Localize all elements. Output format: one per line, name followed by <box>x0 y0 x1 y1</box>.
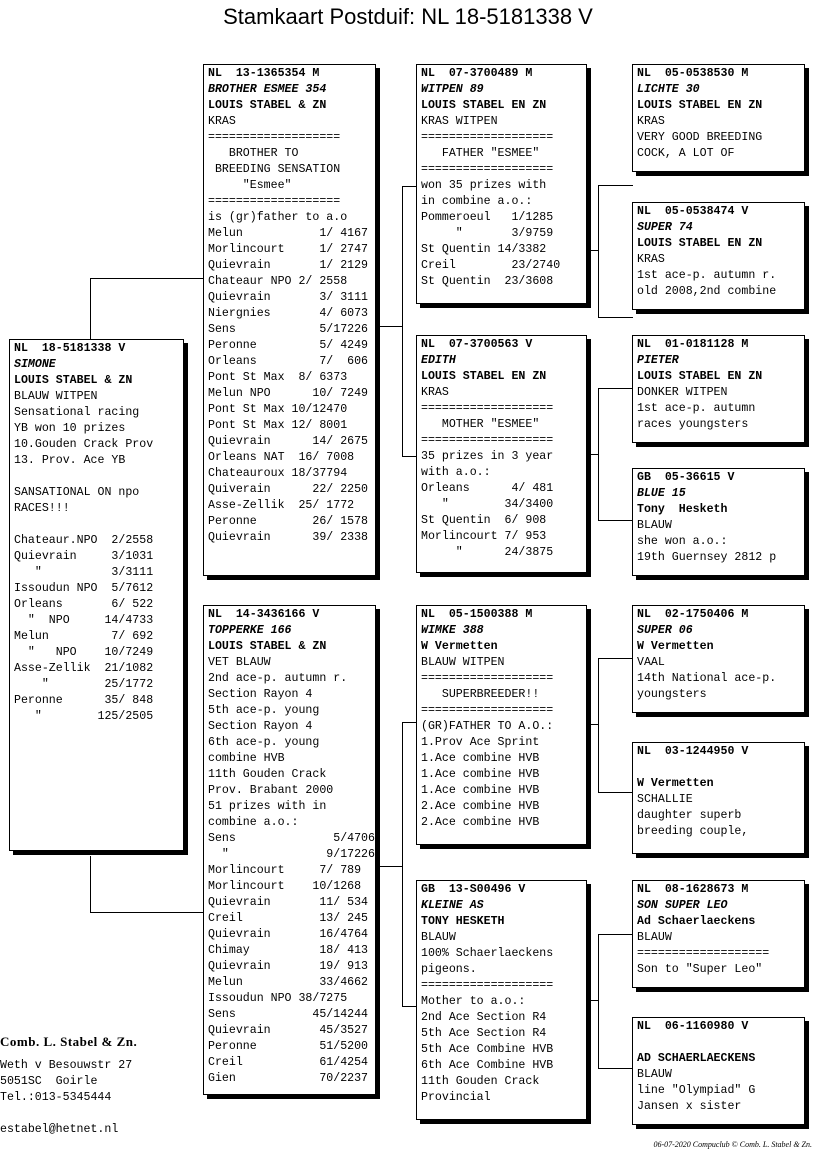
pedigree-line: VERY GOOD BREEDING <box>637 131 763 144</box>
pedigree-line: =================== <box>208 131 341 144</box>
connector-line <box>598 185 599 317</box>
connector-line <box>598 388 599 520</box>
pedigree-line: =================== <box>637 947 770 960</box>
pigeon-name: SUPER 06 <box>637 624 693 637</box>
pigeon-name: LICHTE 30 <box>637 83 700 96</box>
ring-number: NL 13-1365354 M <box>208 67 320 80</box>
connector-line <box>380 866 402 867</box>
pedigree-line: Sensational racing <box>14 406 140 419</box>
pedigree-line: BROTHER TO <box>208 147 299 160</box>
card-father-father <box>416 64 587 304</box>
pedigree-line: Orleans NAT 16/ 7008 <box>208 451 355 464</box>
pedigree-line: combine HVB <box>208 752 285 765</box>
pedigree-line: 2.Ace combine HVB <box>421 816 540 829</box>
owner: W Vermetten <box>637 640 714 653</box>
connector-line <box>598 658 633 659</box>
pedigree-line: Peronne 35/ 848 <box>14 694 154 707</box>
connector-line <box>402 456 417 457</box>
pedigree-line: =================== <box>421 163 554 176</box>
pedigree-line <box>14 469 179 485</box>
card-fmf <box>632 335 805 443</box>
pedigree-line: 10.Gouden Crack Prov <box>14 438 154 451</box>
pedigree-line: breeding couple, <box>637 825 749 838</box>
pedigree-line: Creil 23/2740 <box>421 259 561 272</box>
pedigree-line: pigeons. <box>421 963 477 976</box>
connector-line <box>402 722 417 723</box>
pedigree-line: Chateaur.NPO 2/2558 <box>14 534 154 547</box>
email: estabel@hetnet.nl <box>0 1123 119 1136</box>
pedigree-line: SUPERBREEDER!! <box>421 688 540 701</box>
pedigree-line: Quievrain 1/ 2129 <box>208 259 369 272</box>
pedigree-line: Asse-Zellik 21/1082 <box>14 662 154 675</box>
pedigree-line: 1.Ace combine HVB <box>421 784 540 797</box>
pigeon-name: SON SUPER LEO <box>637 899 728 912</box>
ring-number: GB 05-36615 V <box>637 471 735 484</box>
pigeon-name: EDITH <box>421 354 456 367</box>
card-mmm <box>632 1017 805 1125</box>
owner: LOUIS STABEL EN ZN <box>637 370 763 383</box>
pigeon-name: BLUE 15 <box>637 487 686 500</box>
pedigree-line: =================== <box>421 402 554 415</box>
pedigree-line: 5th Ace Combine HVB <box>421 1043 554 1056</box>
pedigree-line: Quievrain 3/1031 <box>14 550 154 563</box>
pedigree-line: Niergnies 4/ 6073 <box>208 307 369 320</box>
pedigree-line: Peronne 5/ 4249 <box>208 339 369 352</box>
connector-line <box>591 1000 598 1001</box>
pedigree-line: Issoudun NPO 5/7612 <box>14 582 154 595</box>
pedigree-line: Morlincourt 7/ 789 <box>208 864 362 877</box>
pedigree-line: Provincial <box>421 1091 491 1104</box>
pedigree-line: combine a.o.: <box>208 816 299 829</box>
pigeon-name <box>637 760 800 776</box>
card-mother-father <box>416 605 587 845</box>
connector-line <box>591 250 598 251</box>
connector-line <box>598 520 633 521</box>
pedigree-line: 1.Ace combine HVB <box>421 752 540 765</box>
pedigree-line: Asse-Zellik 25/ 1772 <box>208 499 355 512</box>
card-mmf <box>632 880 805 988</box>
pedigree-line: KRAS WITPEN <box>421 115 498 128</box>
pedigree-line: 1.Ace combine HVB <box>421 768 540 781</box>
ring-number: NL 08-1628673 M <box>637 883 749 896</box>
pedigree-line: 51 prizes with in <box>208 800 327 813</box>
owner: W Vermetten <box>637 777 714 790</box>
pigeon-name: PIETER <box>637 354 679 367</box>
pedigree-line: =================== <box>208 195 341 208</box>
ring-number: NL 05-0538530 M <box>637 67 749 80</box>
pedigree-line: won 35 prizes with <box>421 179 547 192</box>
pigeon-name: TOPPERKE 166 <box>208 624 292 637</box>
pedigree-line: FATHER "ESMEE" <box>421 147 540 160</box>
pedigree-line: Melun NPO 10/ 7249 <box>208 387 369 400</box>
pedigree-line: Quievrain 11/ 534 <box>208 896 369 909</box>
pedigree-line: Son to "Super Leo" <box>637 963 763 976</box>
owner: LOUIS STABEL EN ZN <box>637 237 763 250</box>
ring-number: NL 06-1160980 V <box>637 1020 749 1033</box>
owner: LOUIS STABEL EN ZN <box>421 99 547 112</box>
pedigree-line: Sens 5/17226 <box>208 323 369 336</box>
pedigree-line: Pommeroeul 1/1285 <box>421 211 554 224</box>
pedigree-line: " 3/3111 <box>14 566 154 579</box>
pedigree-line: Chateaur NPO 2/ 2558 <box>208 275 348 288</box>
pedigree-line: BLAUW WITPEN <box>421 656 505 669</box>
ring-number: NL 14-3436166 V <box>208 608 320 621</box>
pedigree-line: " 24/3875 <box>421 546 554 559</box>
pedigree-line: BLAUW <box>637 931 672 944</box>
pedigree-line: daughter superb <box>637 809 742 822</box>
card-mfm <box>632 742 805 854</box>
pigeon-name: SIMONE <box>14 358 56 371</box>
card-mother-mother <box>416 880 587 1120</box>
pedigree-line: 19th Guernsey 2812 p <box>637 551 777 564</box>
pedigree-line: Melun 33/4662 <box>208 976 369 989</box>
pedigree-line: KRAS <box>421 386 449 399</box>
pedigree-line: "Esmee" <box>208 179 292 192</box>
pigeon-name: BROTHER ESMEE 354 <box>208 83 327 96</box>
owner: LOUIS STABEL & ZN <box>208 640 327 653</box>
pedigree-line: Quievrain 14/ 2675 <box>208 435 369 448</box>
card-father <box>203 64 376 576</box>
connector-line <box>598 934 599 1068</box>
pedigree-line: St Quentin 6/ 908 <box>421 514 547 527</box>
card-ffm <box>632 202 805 310</box>
pedigree-line: BLAUW <box>421 931 456 944</box>
pedigree-line: Creil 13/ 245 <box>208 912 369 925</box>
footer-credit: 06-07-2020 Compuclub © Comb. L. Stabel & Zn. <box>653 1140 812 1149</box>
pedigree-line: VAAL <box>637 656 665 669</box>
pedigree-line: SCHALLIE <box>637 793 693 806</box>
pedigree-line: =================== <box>421 704 554 717</box>
pedigree-line: SANSATIONAL ON npo <box>14 486 140 499</box>
owner: LOUIS STABEL EN ZN <box>637 99 763 112</box>
connector-line <box>598 934 633 935</box>
pigeon-name <box>637 1035 800 1051</box>
pedigree-line: 13. Prov. Ace YB <box>14 454 126 467</box>
street-address: Weth v Besouwstr 27 <box>0 1059 133 1072</box>
pedigree-line: =================== <box>421 979 554 992</box>
card-fff <box>632 64 805 172</box>
pedigree-line: Sens 45/14244 <box>208 1008 369 1021</box>
pedigree-line: 6th Ace Combine HVB <box>421 1059 554 1072</box>
pedigree-line: St Quentin 23/3608 <box>421 275 554 288</box>
connector-line <box>591 724 598 725</box>
pedigree-line: Orleans 7/ 606 <box>208 355 369 368</box>
pedigree-line: Pont St Max 12/ 8001 <box>208 419 348 432</box>
pedigree-line: BREEDING SENSATION <box>208 163 341 176</box>
connector-line <box>402 186 417 187</box>
pedigree-line: Melun 1/ 4167 <box>208 227 369 240</box>
owner: LOUIS STABEL EN ZN <box>421 370 547 383</box>
pedigree-line: DONKER WITPEN <box>637 386 728 399</box>
pedigree-line: Quievrain 19/ 913 <box>208 960 369 973</box>
pedigree-line: line "Olympiad" G <box>637 1084 756 1097</box>
owner: LOUIS STABEL & ZN <box>14 374 133 387</box>
pedigree-line: old 2008,2nd combine <box>637 285 777 298</box>
pedigree-line: with a.o.: <box>421 466 491 479</box>
pedigree-line: 2nd ace-p. autumn r. <box>208 672 348 685</box>
pedigree-line: " 25/1772 <box>14 678 154 691</box>
pedigree-line: is (gr)father to a.o <box>208 211 348 224</box>
owner: LOUIS STABEL & ZN <box>208 99 327 112</box>
pedigree-line: =================== <box>421 131 554 144</box>
pedigree-line: Quievrain 3/ 3111 <box>208 291 369 304</box>
pedigree-line: 100% Schaerlaeckens <box>421 947 554 960</box>
pedigree-line: Quievrain 45/3527 <box>208 1024 369 1037</box>
pedigree-line: Pont St Max 10/12470 <box>208 403 348 416</box>
connector-line <box>402 722 403 1006</box>
ring-number: NL 02-1750406 M <box>637 608 749 621</box>
pedigree-line: KRAS <box>637 115 665 128</box>
ring-number: NL 01-0181128 M <box>637 338 749 351</box>
pedigree-line: VET BLAUW <box>208 656 271 669</box>
connector-line <box>598 1068 633 1069</box>
pedigree-line: Sens 5/4706 <box>208 832 375 845</box>
pedigree-line: 11th Gouden Crack <box>421 1075 540 1088</box>
pedigree-line: KRAS <box>637 253 665 266</box>
pedigree-line: " 9/17226 <box>208 848 375 861</box>
pigeon-name: WITPEN 89 <box>421 83 484 96</box>
card-mff <box>632 605 805 713</box>
pedigree-line: Gien 70/2237 <box>208 1072 369 1085</box>
company-name: Comb. L. Stabel & Zn. <box>0 1034 138 1049</box>
pedigree-line: Section Rayon 4 <box>208 688 313 701</box>
pedigree-line: Quievrain 16/4764 <box>208 928 369 941</box>
card-fmm <box>632 468 805 576</box>
pedigree-line <box>14 517 179 533</box>
pedigree-line: =================== <box>421 672 554 685</box>
pedigree-line: Creil 61/4254 <box>208 1056 369 1069</box>
pedigree-line: " NPO 10/7249 <box>14 646 154 659</box>
pedigree-line: in combine a.o.: <box>421 195 533 208</box>
pedigree-line: Quiverain 22/ 2250 <box>208 483 369 496</box>
pedigree-line: 1.Prov Ace Sprint <box>421 736 540 749</box>
pedigree-line: 1st ace-p. autumn r. <box>637 269 777 282</box>
pedigree-line: 35 prizes in 3 year <box>421 450 554 463</box>
pedigree-line: (GR)FATHER TO A.O.: <box>421 720 554 733</box>
pedigree-line: Orleans 6/ 522 <box>14 598 154 611</box>
connector-line <box>90 278 204 279</box>
pedigree-line: Quievrain 39/ 2338 <box>208 531 369 544</box>
ring-number: NL 07-3700489 M <box>421 67 533 80</box>
pedigree-line: Mother to a.o.: <box>421 995 526 1008</box>
card-mother <box>203 605 376 1095</box>
pedigree-line: BLAUW WITPEN <box>14 390 98 403</box>
pedigree-line: she won a.o.: <box>637 535 728 548</box>
connector-line <box>598 317 633 318</box>
pedigree-line: Peronne 26/ 1578 <box>208 515 369 528</box>
connector-line <box>598 792 633 793</box>
pedigree-line: 14th National ace-p. <box>637 672 777 685</box>
pedigree-line: Section Rayon 4 <box>208 720 313 733</box>
card-main <box>9 339 184 851</box>
pedigree-line: 11th Gouden Crack <box>208 768 327 781</box>
pedigree-line: YB won 10 prizes <box>14 422 126 435</box>
connector-line <box>598 185 633 186</box>
pedigree-line: MOTHER "ESMEE" <box>421 418 540 431</box>
connector-line <box>90 278 91 340</box>
address-block <box>0 1034 137 1138</box>
pedigree-line: " 34/3400 <box>421 498 554 511</box>
pedigree-line: Morlincourt 7/ 953 <box>421 530 547 543</box>
ring-number: NL 07-3700563 V <box>421 338 533 351</box>
pedigree-line: Prov. Brabant 2000 <box>208 784 334 797</box>
pedigree-line: 5th Ace Section R4 <box>421 1027 547 1040</box>
pedigree-line: Pont St Max 8/ 6373 <box>208 371 348 384</box>
owner: AD SCHAERLAECKENS <box>637 1052 756 1065</box>
pigeon-name: SUPER 74 <box>637 221 693 234</box>
pedigree-line: Orleans 4/ 481 <box>421 482 554 495</box>
connector-line <box>598 388 633 389</box>
owner: W Vermetten <box>421 640 498 653</box>
ring-number: NL 03-1244950 V <box>637 745 749 758</box>
page-title: Stamkaart Postduif: NL 18-5181338 V <box>223 4 593 29</box>
pigeon-name: KLEINE AS <box>421 899 484 912</box>
ring-number: NL 18-5181338 V <box>14 342 126 355</box>
pedigree-line: =================== <box>421 434 554 447</box>
pedigree-line: KRAS <box>208 115 236 128</box>
pedigree-line: 6th ace-p. young <box>208 736 320 749</box>
connector-line <box>402 1006 417 1007</box>
pedigree-line: 5th ace-p. young <box>208 704 320 717</box>
ring-number: NL 05-1500388 M <box>421 608 533 621</box>
connector-line <box>591 454 598 455</box>
pedigree-line: races youngsters <box>637 418 749 431</box>
connector-line <box>402 186 403 456</box>
owner: Tony Hesketh <box>637 503 728 516</box>
pedigree-line: BLAUW <box>637 519 672 532</box>
pedigree-line: 2.Ace combine HVB <box>421 800 540 813</box>
pedigree-line: Chateauroux 18/37794 <box>208 467 348 480</box>
pedigree-line: Issoudun NPO 38/7275 <box>208 992 348 1005</box>
connector-line <box>380 326 402 327</box>
pedigree-line: 1st ace-p. autumn <box>637 402 756 415</box>
pedigree-line: BLAUW <box>637 1068 672 1081</box>
pedigree-line: Chimay 18/ 413 <box>208 944 369 957</box>
pedigree-line: St Quentin 14/3382 <box>421 243 547 256</box>
owner: Ad Schaerlaeckens <box>637 915 756 928</box>
connector-line <box>90 856 91 912</box>
ring-number: GB 13-S00496 V <box>421 883 526 896</box>
pedigree-line: Morlincourt 1/ 2747 <box>208 243 369 256</box>
pigeon-name: WIMKE 388 <box>421 624 484 637</box>
pedigree-line: Morlincourt 10/1268 <box>208 880 362 893</box>
connector-line <box>598 658 599 792</box>
pedigree-line: youngsters <box>637 688 707 701</box>
owner: TONY HESKETH <box>421 915 505 928</box>
pedigree-line: Peronne 51/5200 <box>208 1040 369 1053</box>
pedigree-line: 2nd Ace Section R4 <box>421 1011 547 1024</box>
pedigree-line: " 125/2505 <box>14 710 154 723</box>
pedigree-line: " 3/9759 <box>421 227 554 240</box>
pedigree-line: " NPO 14/4733 <box>14 614 154 627</box>
pedigree-line: RACES!!! <box>14 502 70 515</box>
phone: Tel.:013-5345444 <box>0 1091 112 1104</box>
connector-line <box>90 912 204 913</box>
card-father-mother <box>416 335 587 573</box>
ring-number: NL 05-0538474 V <box>637 205 749 218</box>
pedigree-line: Jansen x sister <box>637 1100 742 1113</box>
city: 5051SC Goirle <box>0 1075 98 1088</box>
pedigree-line: COCK, A LOT OF <box>637 147 735 160</box>
pedigree-line: Melun 7/ 692 <box>14 630 154 643</box>
